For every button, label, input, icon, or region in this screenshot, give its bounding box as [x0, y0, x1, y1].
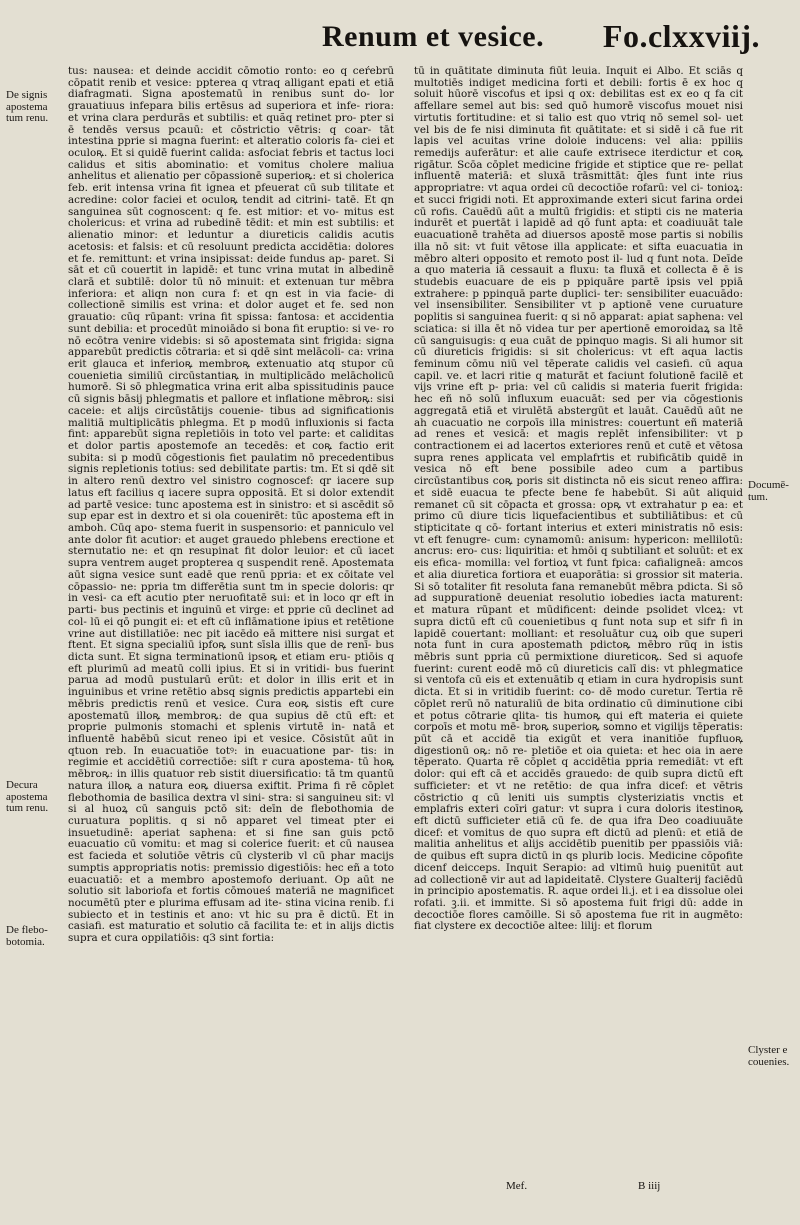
folio-number: Fo.clxxviij.: [602, 18, 760, 54]
margin-note-clyster: Clyster e couenies.: [748, 1044, 790, 1068]
signature-mark: B iiij: [638, 1180, 661, 1192]
text-column-left: [68, 66, 394, 945]
right-column-text: tū in quātitate diminuta fiūt leuia. Inquit ei Albo. Et sciās q multotiēs indiget medicina forti et debili: fortis ē ex hoc q soluit hūorē viscofus et ipsi q ox: debilitas est ex eo q fa cit affellare semel aut bis: sed quō humorē viscofus mouet nisi virtutis fortitudine: et si talio est quo vtriq nō semel sol- uet vel bis de fe nisi diminuta fit quātitate: et si sidē i cā fue rit lapis vel acuitas vrine doloie inducens: vel alia: ppiliis remedijs auferātur: et alie caufe extrisece iterdictur et coꝶ rigātur. Scōa cōplet medicine frigide et stiptice que re- pellat influentē materiā: et sluxā trāsmittāt: q̄les funt inte rius appropriatre: vt aqua ordei cū decoctiōe rofarū: vel ci- tonioꝝ: et succi frigidi noti. Et approximande exteri sicut farina ordei cū rofis. Cauēdū aūt a multū frigidis: et stipti cis ne materia indurēt et puertāt i lapidē ad qō funt apta: et coadiuuāt tale euacuationē trahēta ad diuersos apostē mose partis si nobilis illa nō sit: vt fuit vētose illa applicate: et sifta euacuatia in mēbro alteri opposito et remoto post il- lud q funt nota. Deīde a quo materia iā cessauit a fluxu: ta fluxā et collecta ē ē is studebis euacuare de eis p ppiquāre partē ipsis vel ppiā extrahere: p ppinquā parte duplici- ter: sensibiliter euacuādo: vel insensibiliter. Sensibiliter vt p aptionē vene curuature poplitis si sanguinea fuerit: q si nō apparat: apiat saphena: vel sciatica: si illa ēt nō videa tur per apertionē emoroidaꝝ sa ltē cū sanguisugis: q eua cuāt de ppinquo magis. Si ali humor sit cū diureticis frigidis: si sit cholericus: vt eft aqua lactis feminum cōmu niū vel tēperate calidis vel casiefi. cū aqua capil. ve. et lacri ritie q maturāt et faciunt folutionē facilē et vijs vrine eft p- pria: vel cū calidis si materia fuerit frigida: hec eñ nō solū influxum euacuāt: sed per via cōgestionis aggregatā etiā et virulētā abstergūt et lauāt. Cauēdū aūt ne ah cuacuatio ne corpoīs illa ministres: couertunt eñ materiā ad renes et vesicā: et magis replēt infensibiliter: vt p contractionem ei ad lacertos exteriores renū et cutē et vētosa supra renes applicata vel emplafrtis et rubificātib quidē in vesica nō eft bene possibile adeo cum a partibus circūstantibus coꝶ poris sit distincta nō eis sicut reneo affira: et sidē euacua te pfecte bene fe habebūt. Si aūt aliquid remanet cū sit cōpacta et grossa: opꝶ vt extrahatur p ea: et primo cū diure ticis liquefacientibus et subtiliātibus: et cū stipticitate q cō- fortant interius et exteri ministratis nō esis: vt eft fenugre- cum: cynamomū: anisum: hypericon: mellilotū: ancrus: ero- cus: liquiritia: et hmōi q subtiliant et soluūt: et ex eis efica- momilla: vel fortioꝝ vt funt fpica: cafialigneā: amcos et alia diuretica fortiora et euaporātia: si grossior sit materia. Si sō totaliter fit resoluta fana remanebūt mēbra pdicta. Si sō ad suppurationē deueniat resolutio iobedies iacta maturent: et matura rūpant et mūdificent: deinde psolidet vlceꝝ: vt supra dictū eft cū couenietibus q funt nota sup et sifr fi in lapidē couertant: molliant: et resoluātur cuꝝ oib que superi nota funt in cura apostemath pdictoꝶ mēbro rūq in istis mēbris sunt ppria cū permixtione diureticoꝶ. Sed si aquofe fuerint: curent eodē mō cū diureticis calī dis: vt phlegmatice si ventofa cū eis et extenuātib q etiam in cura hydropisis sunt dicta. Et si in vritidib fuerint: co- dē modo curetur. Tertia rē cōplet rerū nō naturaliū de bita ordinatio cū diminutione cibi et potus cōtrarie qlita- tis humoꝶ qui eft materia ei quiete corpoīs et motu mē- broꝶ superioꝶ somno et vigilijs tēperatis: pūt cā et accidē tia exigūt et vera inanitiōe fupfluoꝶ digestionū oꝶ: nō re- pletiōe et oia quieta: et hec oia in aere tēperato. Quarta rē cōplet q accidētia ppria remediāt: vt eft dolor: qui eft cā et accidēs grauedo: de quib supra dictū eft sufficieter: et vt ne retētio: de qua infra dicef: et vētris cōstrictio q cū leniti uis sumptis clysteriziatis vnctis et emplafris exteri coīri gatur: vt supra i cura doloris itestinoꝶ eft dictū sufficieter etiā cū fe. de qua ifra Deo coadiuuāte dicef: et vomitus de quo supra eft dictū ad plenū: et etiā de malitia anhelitus et alijs accidētib puenitib per ppassiōis viā: de quibus eft supra dictū in qs plurib locis. Medicine cōpofite dicenf deicceps. Inquit Serapio: ad vltimū huiꝯ puenitūt aut ad collectionē vir aut ad lapideitatē. Clystere Gualterij faciēdū in principio apostematis. R. aque ordei li.j. et i ea dissolue olei rofati. ꝫ.ii. et immitte. Si sō apostema fuit frigi dū: adde in decoctiōe flores camōille. Si sō apostema fue rit in augmēto: fiat clystere ex decoctiōe altee: lilij: et florum: [414, 65, 743, 933]
text-column-right: [414, 66, 743, 933]
running-title: Renum et vesice.: [322, 20, 545, 53]
margin-note-signs: De signis apostema tum renu.: [6, 89, 49, 124]
left-column-text: tus: nausea: et deinde accidit cōmotio ronto: eo q ceŕebrū cōpatit renib et vesice: ppterea q vtraq alligant epati et etiā diafragmati. Signa apostematū in renibus sunt do- lor grauatiuus infepara bilis ertēsus ad superiora et infe- riora: et vrina clara perdurās et subtilis: et quãq retinet pro- pter si ē tendēs versus pcauū: et cōstrictio vētris: q coar- tāt intestina pprie si magna fuerint: et alteratio coloris fa- ciei et oculoꝶ. Et si quidē fuerint calida: asfociat febris et tactus loci calidus et sitis abominatio: et vomitus cholere maliua anhelitus et alienatio per cōpassionē superioꝶ: et si cholerica feb. erit intensa vrina fit ignea et pfeuerat cū sub tilitate et acredine: color faciei et oculoꝶ tendit ad citrini- tatē. Et qn sanguinea sūt cognoscent: q fe. est mitior: et vo- mitus est cholericus: et vrina ad rubedinē tēdit: et min est subtilis: et alienatio minor: et leduntur a diureticis calidis acutis acetosis: et falsis: et cū resoluunt predicta accidētia: dolores et fe. remittunt: et vrina insipissat: deide fundus ap- paret. Si sāt et cū couertit in lapidē: et tunc vrina mutat in albedinē clarā et subtilē: dolor tū nō minuit: et extenuan tur mēbra inferiora: et aliqn non cura f: et qn est in via facie- di collectionē similis est vrina: et dolor auget et fe. sed non grauatio: cūq rūpant: vrina fit spissa: fantosa: et accidentia sunt debilia: et procedūt minoiādo si bona fit eruptio: si ve- ro nō ecōtra venire videbis: si sō apostemata sint frigida: signa apparebūt predictis cōtraria: et si qdē sint melācoli- ca: vrina erit glauca et inferioꝶ membroꝶ extenuatio atq stupor cū couenietia similiū circūstantiaꝶ in multiplicādo melācholicū humorē. Si sō phlegmatica vrina erit alba spissitudinis pauce cū signis bāsij phlegmatis et pallore et inflatione mēbroꝶ: sisi caceie: et alijs circūstātijs couenie- tibus ad significationis malitiā multiplicātis phlegma. Et p modū influxionis si facta fint: apparebūt signa repletiōis in toto vel parte: et caliditas et dolor partis apostemofe an tecedēs: et coꝶ factio erit subita: si p modū cōgestionis fiet paulatim nō precedentibus signis repletionis totius: sed debilitate partis: tm. Et si qdē sit in altero renū dextro vel sinistro cognoscef: qr iacere sup latus eft facilius q iacere supra oppositā. Et si dolor extendit ad partē vesice: tunc apostema est in sinistro: et si ascēdit sō sup epar est in dextro et si ola couenirēt: tūc apostema eft in amboh. Cūq apo- stema fuerit in suspensorio: et panniculo vel ante dolor fit acutior: et auget grauedo phlebens erectione et sternutatio ne: et qn resupinat fit dolor leuior: et cū iacet supra ventrem auget propterea q suspendit renē. Apostemata aūt signa vesice sunt eadē que renū ppria: et ex cōitate vel cōpassio- ne: ppria tm differētia sunt tm in specie doloris: qr in vesi- ca eft acutio pter neruofitatē sui: et in loco qr eft in parti- bus pectinis et inguinū et virge: et pprie cū declinet ad col- lū ei qō pungit ei: et eft cū inflāmatione ipius et retētione vrine aut distillatiōe: nec pit iacēdo eā mittere nisi surgat et ftent. Et signa specialiū ipfoꝶ sunt sīsla illis que de renī- bus dicta sunt. Et signa terminationū ipsoꝶ et etiam eru- ptiōis q eft plurimū ad meatū colli ipius. Et si in vritidi- bus fuerint parua ad modū pustularū erūt: et dolor in illis erit et in inguinibus et vrine retētio absq signis predictis appartebi ein mēbris predictis renū et vesice. Cura eoꝶ sistis eft cure apostematū illoꝶ membroꝶ: de qua supius dē ctū eft: et proprie pulmonis stomachi et splenis virtutē in- natā et influentē habēbū sicut reneo ipi et vesice. Cōsistūt aūt in qtuon reb. In euacuatiōe totꝰ: in euacuatione par- tis: in regimie et accidētiū correctiōe: siſt r cura apostema- tū hoꝶ mēbroꝶ: in illis quatuor reb sistit diuersificatio: tā tm quantū natura illoꝶ a natura eoꝶ diuersa exiftit. Prima fi rē cōplet flebothomia de basilica dextra vl sini- stra: si sanguineu sit: vl si al huoꝝ cū sanguis pctō sit: deīn de flebothomia de curuatura poplitis. q si nō apparet vel timeat pter ei insuetudinē: aperiat saphena: et si fine san guis pctō euacuatio cū vomitu: et mag si colerice fuerit: et cū nausea est facieda et solutiōe vētris cū clysterib vl cū phar macijs sumptis appropriatis notis: premissio digestiōis: hec eñ a toto euacuatiō: et a membro apostemofo deriuant. Op aūt ne solutio sit laboriofa et fortis cōmoueś materiā ne magnificet nocumētū pter e plurima effusam ad ite- stina vicina renib. f.i subiecto et in testinis et ano: vt hic su pra ē dictū. Et in casiafi. est maturatio et solutio cā facilita te: et in alijs dictis supra et cura oppilatiōis: q3 sint fortia:: [68, 65, 394, 945]
margin-note-phlebotomy: De flebo- botomia.: [6, 924, 48, 948]
margin-note-cure: Decura apostema tum renu.: [6, 779, 49, 814]
catchword: Mef.: [506, 1180, 528, 1192]
margin-note-document: Documē- tum.: [748, 479, 789, 503]
